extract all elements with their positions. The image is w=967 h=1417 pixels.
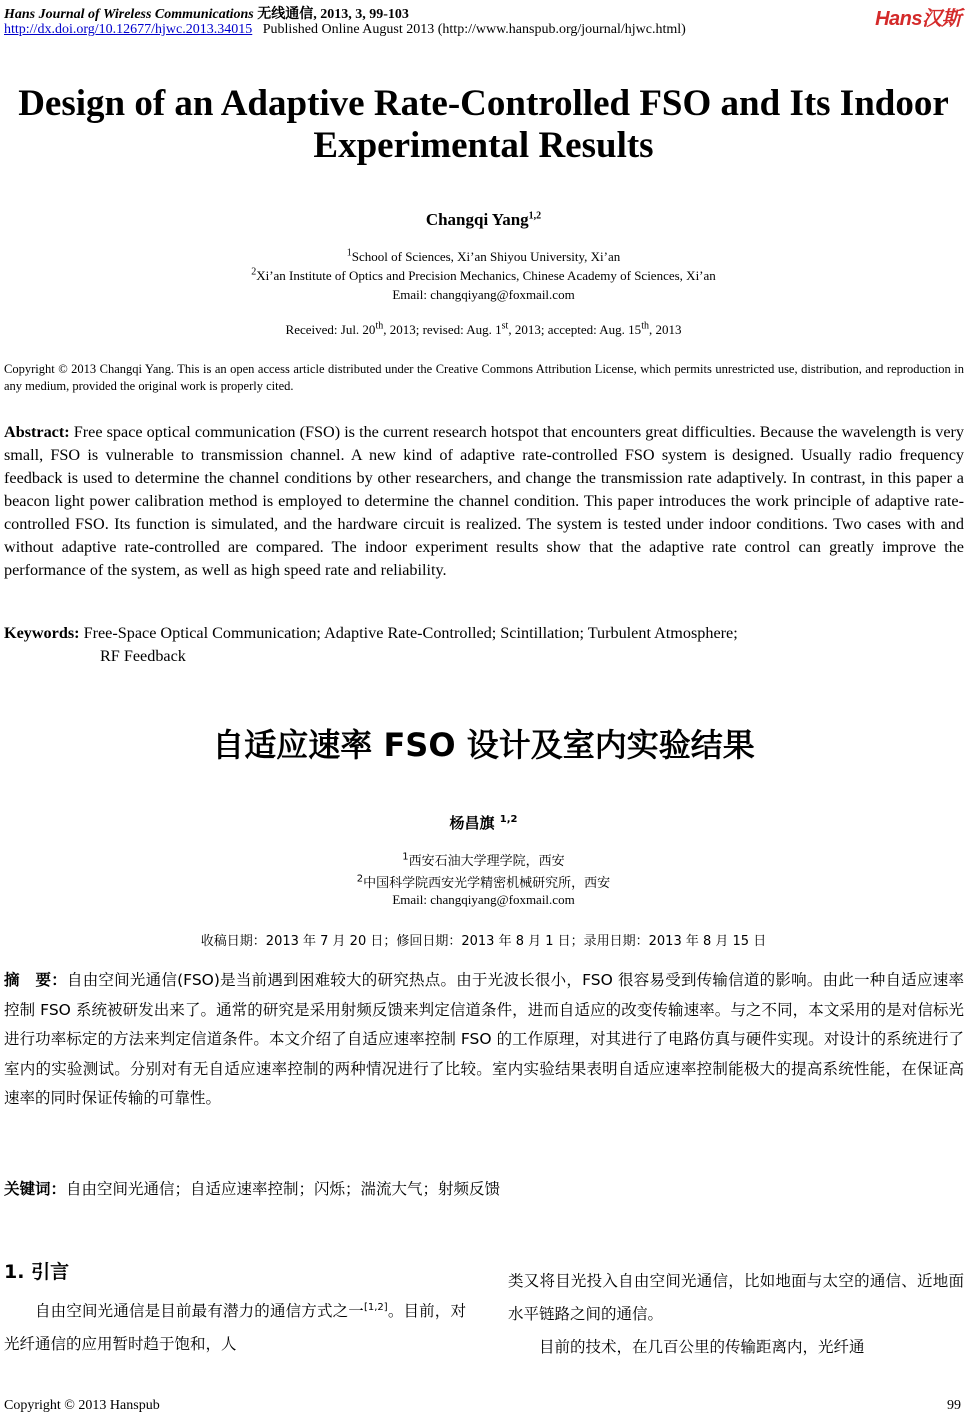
abstract-label: Abstract:	[4, 423, 70, 441]
cn-abstract-text: 自由空间光通信(FSO)是当前遇到困难较大的研究热点。由于光波长很小，FSO 很容易受到传输信道的影响。由此一种自适应速率控制 FSO 系统被研发出来了。通常的研究是采用射频反馈来判定信道条件，进而自适应的改变传输速率。与之不同，本文采用的是对信标光进行功率标定的方法来判定信道条件。本文介绍了自适应速率控制 FSO 的工作原理，对其进行了电路仿真与硬件实现。对设计的系统进行了室内的实验测试。分别对有无自适应速率控制的两种情况进行了比较。室内实验结果表明自适应速率控制能极大的提高系统性能，在保证高速率的同时保证传输的可靠性。	[4, 971, 964, 1107]
affil-2-sup: 2	[251, 266, 257, 278]
section-number: 1.	[4, 1261, 25, 1283]
cn-affil-1-sup: 1	[402, 851, 409, 863]
dates-tail: , 2013	[648, 322, 682, 337]
author-sup: 1,2	[528, 210, 542, 222]
copyright-notice: Copyright © 2013 Changqi Yang. This is an open access article distributed under the Creative Commons Attribution License, which permits unrestricted use, distribution, and reproduction in any medium, provided the original work is properly cited.	[4, 362, 964, 393]
affil-2-text: Xi’an Institute of Optics and Precision Mechanics, Chinese Academy of Sciences, Xi’an	[256, 268, 716, 283]
left-p1b: 。目前，对光纤通信的应用暂时趋于饱和，人	[4, 1302, 466, 1353]
citation: [1,2]	[363, 1301, 388, 1313]
keywords-label: Keywords:	[4, 624, 80, 642]
affil-1-sup: 1	[346, 247, 352, 259]
doi-line	[4, 22, 686, 38]
body-right-column	[508, 1265, 964, 1364]
hans-logo: Hans汉斯	[875, 8, 961, 30]
dates	[0, 322, 967, 338]
doi-link[interactable]: http://dx.doi.org/10.12677/hjwc.2013.34015	[4, 22, 253, 37]
revised-sup: st	[501, 320, 509, 332]
cn-keywords-label: 关键词：	[4, 1180, 67, 1198]
cn-affiliation-2	[0, 872, 967, 891]
accepted-sup: th	[641, 320, 649, 332]
cn-author	[0, 812, 967, 833]
author-name: Changqi Yang	[425, 210, 529, 229]
cn-affil-1-text: 西安石油大学理学院，西安	[408, 854, 565, 869]
affiliation-1	[0, 249, 967, 265]
page-number: 99	[947, 1398, 961, 1413]
footer-copyright: Copyright © 2013 Hanspub	[4, 1398, 160, 1413]
email: Email: changqiyang@foxmail.com	[392, 287, 575, 302]
cn-keywords	[4, 1177, 500, 1199]
keywords-line-1: Free-Space Optical Communication; Adaptive Rate-Controlled; Scintillation; Turbulent Atmosphere;	[83, 624, 738, 642]
cn-abstract-label: 摘 要：	[4, 971, 67, 989]
left-p1: 自由空间光通信是目前最有潜力的通信方式之一	[35, 1302, 364, 1320]
cn-dates: 收稿日期：2013 年 7 月 20 日；修回日期：2013 年 8 月 1 日；录用日期：2013 年 8 月 15 日	[200, 934, 767, 949]
cn-affil-2-text: 中国科学院西安光学精密机械研究所，西安	[363, 876, 611, 891]
right-paragraph-1: 类又将目光投入自由空间光通信，比如地面与太空的通信、近地面水平链路之间的通信。	[508, 1272, 964, 1323]
accepted: , 2013; accepted: Aug. 15	[508, 322, 642, 337]
journal-header	[4, 3, 409, 23]
section-title: 引言	[31, 1261, 70, 1283]
cn-affiliation-1	[0, 850, 967, 869]
cn-author-name: 杨昌旗	[449, 814, 495, 832]
paper-title: Design of an Adaptive Rate-Controlled FSO and Its Indoor Experimental Results	[18, 83, 949, 166]
body-left-column	[4, 1295, 466, 1361]
published-online: Published Online August 2013 (http://www.hanspub.org/journal/hjwc.html)	[262, 22, 686, 37]
cn-keywords-text: 自由空间光通信；自适应速率控制；闪烁；湍流大气；射频反馈	[66, 1180, 501, 1198]
keywords-line-2: RF Feedback	[100, 647, 186, 665]
left-paragraph	[4, 1295, 466, 1361]
received: Received: Jul. 20	[285, 322, 376, 337]
cn-email: Email: changqiyang@foxmail.com	[392, 892, 575, 907]
affiliation-2	[0, 268, 967, 284]
cn-author-sup: 1,2	[499, 814, 518, 825]
abstract	[4, 421, 964, 582]
affil-1-text: School of Sciences, Xi’an Shiyou University, Xi’an	[351, 249, 621, 264]
journal-name: Hans Journal of Wireless Communications	[4, 7, 254, 22]
journal-issue: 无线通信, 2013, 3, 99-103	[257, 7, 409, 22]
cn-abstract	[4, 966, 964, 1114]
cn-affil-2-sup: 2	[356, 873, 364, 885]
keywords	[4, 622, 964, 668]
right-paragraph-2: 目前的技术，在几百公里的传输距离内，光纤通	[539, 1338, 865, 1356]
section-heading	[4, 1257, 69, 1284]
revised: , 2013; revised: Aug. 1	[383, 322, 502, 337]
cn-title: 自适应速率 FSO 设计及室内实验结果	[212, 726, 755, 764]
author	[0, 210, 967, 230]
received-sup: th	[375, 320, 384, 332]
abstract-text: Free space optical communication (FSO) is the current research hotspot that encounters great difficulties. Because the wavelength is very small, FSO is vulnerable to transmission channel. A new kind of adaptive rate-controlled FSO system is designed. Usually radio frequency feedback is used to determine the channel conditions by other researchers, and change the transmission rate adaptively. In contrast, in this paper a beacon light power calibration method is employed to determine the channel condition. This paper introduces the work principle of adaptive rate-controlled FSO. Its function is simulated, and the hardware circuit is realized. The system is tested under indoor conditions. Two cases with and without adaptive rate-controlled are compared. The indoor experiment results show that the adaptive rate control can greatly improve the performance of the system, as well as high speed rate and reliability.	[4, 423, 964, 579]
